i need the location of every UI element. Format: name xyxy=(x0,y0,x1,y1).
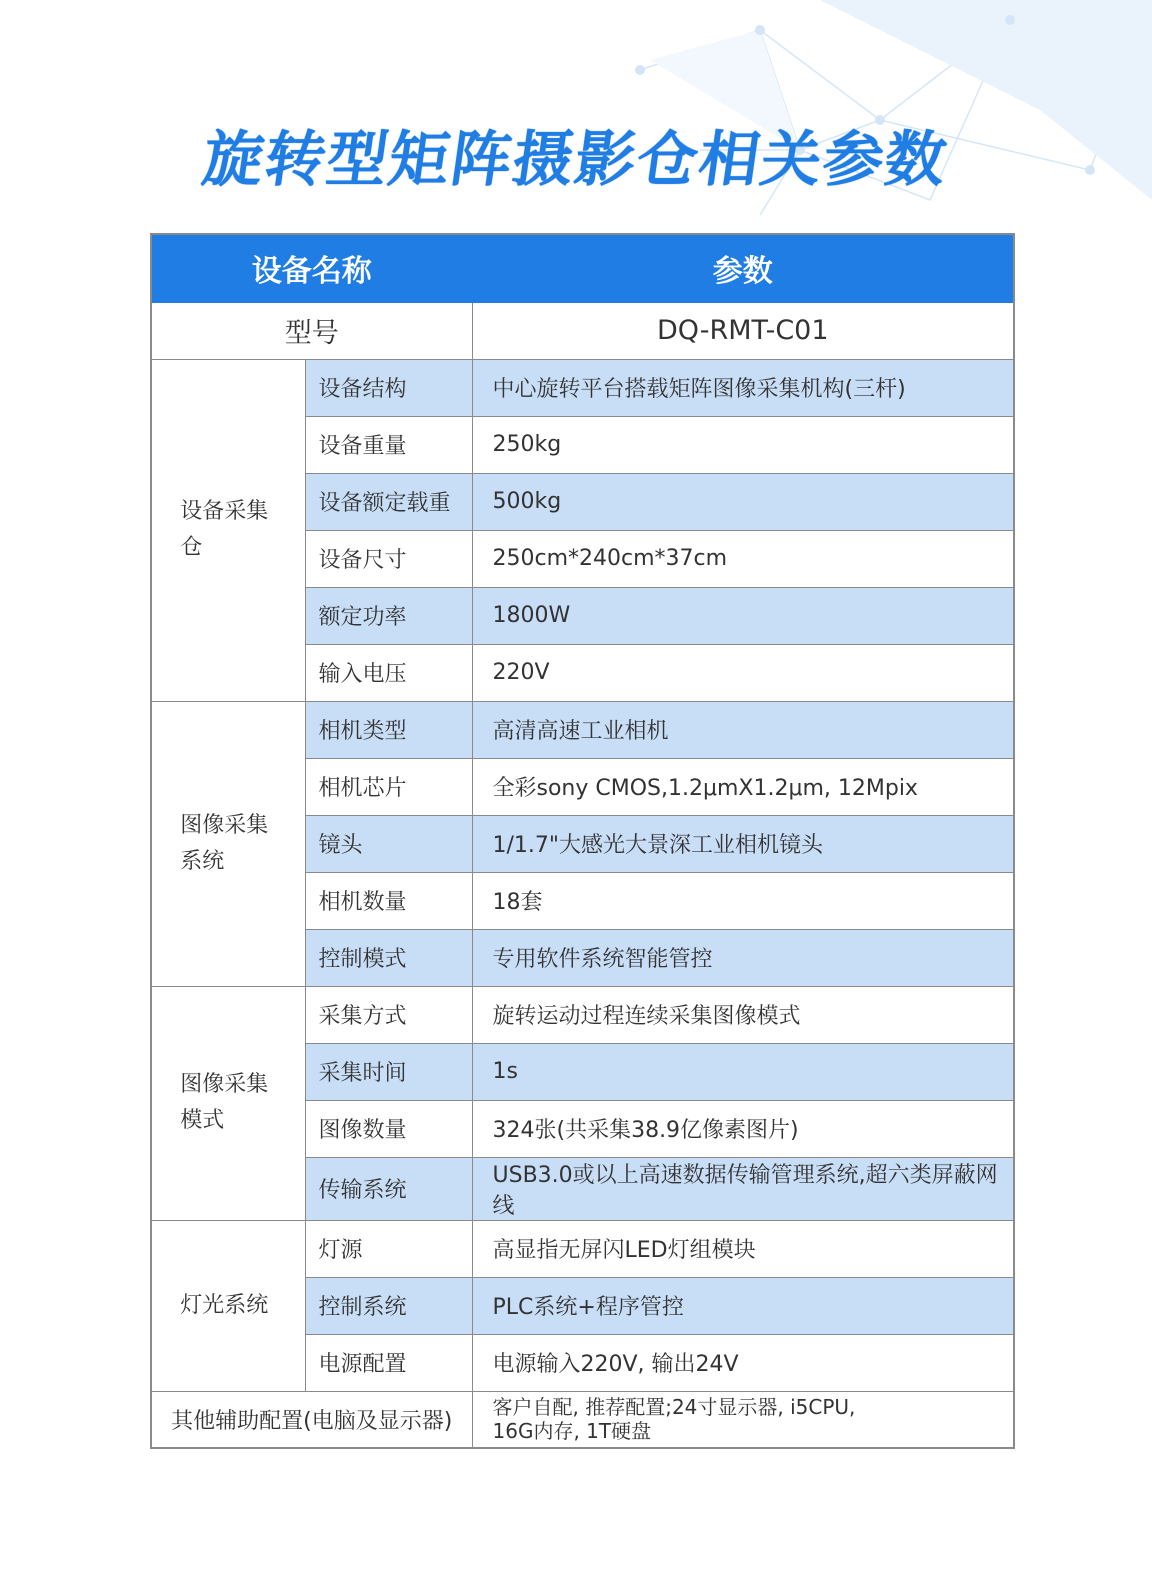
group-label-text: 设备采集仓 xyxy=(180,499,269,560)
param-value: USB3.0或以上高速数据传输管理系统,超六类屏蔽网线 xyxy=(472,1157,1014,1220)
table-row xyxy=(151,701,1014,758)
header-device-name: 设备名称 xyxy=(151,234,472,302)
param-name: 相机芯片 xyxy=(305,758,472,815)
param-name: 输入电压 xyxy=(305,644,472,701)
param-value: 电源输入220V, 输出24V xyxy=(472,1334,1014,1391)
other-config-value xyxy=(472,1391,1014,1448)
model-row xyxy=(151,302,1014,359)
table-row xyxy=(151,1220,1014,1277)
param-name: 采集方式 xyxy=(305,986,472,1043)
param-name: 设备结构 xyxy=(305,359,472,416)
group-label xyxy=(151,986,305,1220)
param-value: 中心旋转平台搭载矩阵图像采集机构(三杆) xyxy=(472,359,1014,416)
table-header-row xyxy=(151,234,1014,302)
param-name: 控制模式 xyxy=(305,929,472,986)
param-value: PLC系统+程序管控 xyxy=(472,1277,1014,1334)
group-label xyxy=(151,1220,305,1391)
param-value: 324张(共采集38.9亿像素图片) xyxy=(472,1100,1014,1157)
other-config-line-1: 客户自配, 推荐配置;24寸显示器, i5CPU, xyxy=(492,1395,856,1420)
param-value: 高清高速工业相机 xyxy=(472,701,1014,758)
param-value: 1/1.7"大感光大景深工业相机镜头 xyxy=(472,815,1014,872)
param-name: 设备尺寸 xyxy=(305,530,472,587)
param-name: 镜头 xyxy=(305,815,472,872)
header-parameters: 参数 xyxy=(472,234,1014,302)
model-value: DQ-RMT-C01 xyxy=(472,302,1014,359)
param-value: 高显指无屏闪LED灯组模块 xyxy=(472,1220,1014,1277)
table-row xyxy=(151,986,1014,1043)
param-name: 相机数量 xyxy=(305,872,472,929)
param-name: 额定功率 xyxy=(305,587,472,644)
param-value: 1s xyxy=(472,1043,1014,1100)
group-label-text: 图像采集模式 xyxy=(180,1072,269,1133)
param-value: 250kg xyxy=(472,416,1014,473)
param-name: 采集时间 xyxy=(305,1043,472,1100)
param-name: 电源配置 xyxy=(305,1334,472,1391)
param-name: 相机类型 xyxy=(305,701,472,758)
param-value: 220V xyxy=(472,644,1014,701)
spec-table xyxy=(150,233,1015,1449)
other-config-line-2: 16G内存, 1T硬盘 xyxy=(492,1419,652,1444)
param-value: 专用软件系统智能管控 xyxy=(472,929,1014,986)
param-value: 旋转运动过程连续采集图像模式 xyxy=(472,986,1014,1043)
param-name: 灯源 xyxy=(305,1220,472,1277)
group-label-text: 图像采集系统 xyxy=(180,812,269,874)
param-value: 18套 xyxy=(472,872,1014,929)
page-title: 旋转型矩阵摄影仓相关参数 xyxy=(198,125,953,195)
param-value: 全彩sony CMOS,1.2μmX1.2μm, 12Mpix xyxy=(472,758,1014,815)
group-label xyxy=(151,701,305,986)
group-label-text: 灯光系统 xyxy=(180,1292,269,1318)
other-config-label: 其他辅助配置(电脑及显示器) xyxy=(151,1391,472,1448)
model-label: 型号 xyxy=(151,302,472,359)
param-name: 设备重量 xyxy=(305,416,472,473)
group-label xyxy=(151,359,305,701)
param-value: 1800W xyxy=(472,587,1014,644)
param-value: 500kg xyxy=(472,473,1014,530)
param-name: 控制系统 xyxy=(305,1277,472,1334)
param-name: 传输系统 xyxy=(305,1157,472,1220)
param-value: 250cm*240cm*37cm xyxy=(472,530,1014,587)
other-config-row xyxy=(151,1391,1014,1448)
param-name: 设备额定载重 xyxy=(305,473,472,530)
table-row xyxy=(151,359,1014,416)
param-name: 图像数量 xyxy=(305,1100,472,1157)
